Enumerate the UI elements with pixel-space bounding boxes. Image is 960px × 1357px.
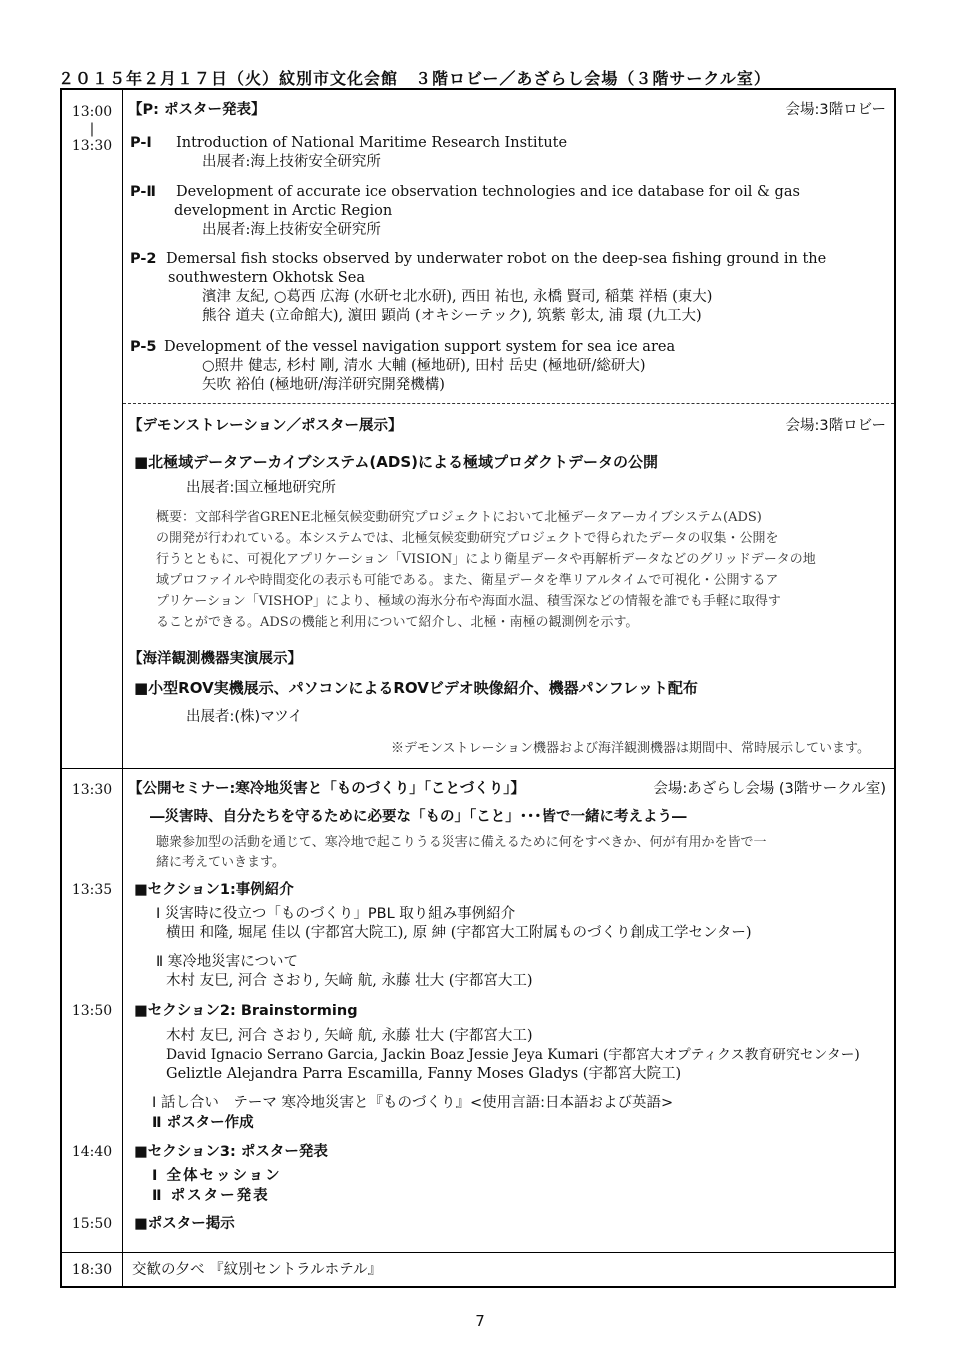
poster-p4-authors-1: ○照井 健志, 杉村 剛, 清水 大輔 (極地研), 田村 岳史 (極地研/総研大) (202, 358, 646, 374)
section-1-item-2-authors: 木村 友巳, 河合 さおり, 矢﨑 航, 永藤 壮大 (宇都宮大工) (166, 973, 533, 989)
section-3-title: ■セクション3: ポスター発表 (134, 1144, 328, 1160)
section-3-item-2: Ⅱ ポスター発表 (152, 1188, 270, 1204)
demo-summary-line-3: 行うとともに、可視化アプリケーション「VISION」により衛星データや再解析データなどのグリッドデータの地 (156, 552, 816, 567)
time-1330-seminar: 13:30 (71, 782, 113, 798)
seminar-subtitle: ―災害時、自分たちを守るために必要な「もの」「こと」･･･皆で一緒に考えよう― (150, 809, 687, 825)
section-4-title: ■ポスター掲示 (134, 1216, 235, 1232)
section-2-authors-3: Geliztle Alejandra Parra Escamilla, Fanny Moses Gladys (宇都宮大院工) (166, 1066, 682, 1082)
row-divider (62, 768, 894, 769)
poster-p1-title: Introduction of National Maritime Research Institute (176, 135, 568, 151)
poster-p2-title-1: Development of accurate ice observation technologies and ice database for oil & gas (176, 184, 800, 200)
poster-venue: 会場:3階ロビー (785, 102, 886, 118)
section-1-title: ■セクション1:事例紹介 (134, 882, 294, 898)
section-2-authors-2: David Ignacio Serrano Garcia, Jackin Boaz Jessie Jeya Kumari (宇都宮大オプティクス教育研究センター) (166, 1047, 860, 1063)
dashed-divider (123, 403, 894, 404)
poster-p1-exhibitor: 出展者:海上技術安全研究所 (202, 154, 381, 170)
seminar-venue: 会場:あざらし会場 (3階サークル室) (653, 781, 886, 797)
section-1-item-1-authors: 横田 和隆, 堀尾 佳以 (宇都宮大院工), 原 紳 (宇都宮大工附属ものづくり創成工学センター) (166, 925, 752, 941)
section-2-authors-1: 木村 友巳, 河合 さおり, 矢﨑 航, 永藤 壮大 (宇都宮大工) (166, 1028, 533, 1044)
demo-note: ※デモンストレーション機器および海洋観測機器は期間中、常時展示しています。 (390, 741, 870, 756)
poster-p4-title: Development of the vessel navigation support system for sea ice area (164, 339, 676, 355)
seminar-desc-2: 緒に考えていきます。 (156, 855, 285, 870)
page-header: ２０１５年２月１７日（火）紋別市文化会館 ３階ロビー／あざらし会場（３階サークル室） (58, 69, 771, 88)
poster-p3-id: P-2 (130, 251, 157, 267)
demo-summary-line-2: の開発が行われている。本システムでは、北極気候変動研究プロジェクトで得られたデータの収集・公開を (156, 531, 779, 546)
seminar-title: 【公開セミナー:寒冷地災害と「ものづくり」「ことづくり」】 (128, 781, 526, 797)
demo-section-title: 【デモンストレーション／ポスター展示】 (128, 418, 403, 434)
time-1440: 14:40 (71, 1144, 113, 1160)
poster-p3-title-1: Demersal fish stocks observed by underwater robot on the deep-sea fishing ground in the (166, 251, 827, 267)
time-1300: 13:00 (71, 104, 113, 120)
section-3-item-1: Ⅰ 全体セッション (152, 1168, 282, 1184)
section-2-title: ■セクション2: Brainstorming (134, 1003, 358, 1019)
demo-item-ads-exhibitor: 出展者:国立極地研究所 (186, 480, 336, 496)
ocean-demo-exhibitor: 出展者:(株)マツイ (186, 709, 303, 725)
seminar-desc-1: 聴衆参加型の活動を通じて、寒冷地で起こりうる災害に備えるために何をすべきか、何が有用かを皆で一 (156, 835, 767, 850)
evening-event: 交歓の夕べ 『紋別セントラルホテル』 (132, 1262, 382, 1278)
section-2-item-2: Ⅱ ポスター作成 (152, 1115, 254, 1131)
poster-section-title: 【P: ポスター発表】 (128, 102, 266, 118)
poster-p1-id: P-Ⅰ (130, 135, 152, 151)
poster-p3-authors-2: 熊谷 道夫 (立命館大), 濵田 顕尚 (オキシーテック), 筑紫 彰太, 浦 環 (九工大) (202, 308, 702, 324)
section-2-item-1: Ⅰ 話し合い テーマ 寒冷地災害と『ものづくり』<使用言語:日本語および英語> (152, 1095, 674, 1111)
poster-p4-id: P-5 (130, 339, 157, 355)
column-divider (122, 90, 123, 1286)
time-1330: 13:30 (71, 138, 113, 154)
demo-venue: 会場:3階ロビー (785, 418, 886, 434)
poster-p2-exhibitor: 出展者:海上技術安全研究所 (202, 222, 381, 238)
demo-summary-line-4: 域プロファイルや時間変化の表示も可能である。また、衛星データを準リアルタイムで可視化・公開するア (156, 573, 779, 588)
time-separator: | (89, 121, 95, 137)
poster-p2-id: P-Ⅱ (130, 184, 156, 200)
time-1550: 15:50 (71, 1216, 113, 1232)
demo-summary-line-6: ることができる。ADSの機能と利用について紹介し、北極・南極の観測例を示す。 (156, 615, 639, 630)
poster-p3-authors-1: 濱津 友紀, ○葛西 広海 (水研セ北水研), 西田 祐也, 永橋 賢司, 稲葉 祥梧 (東大) (202, 289, 713, 305)
section-1-item-1: Ⅰ 災害時に役立つ「ものづくり」PBL 取り組み事例紹介 (156, 906, 516, 922)
page-number: 7 (475, 1312, 485, 1330)
demo-summary-line-1: 概要：文部科学省GRENE北極気候変動研究プロジェクトにおいて北極データアーカイブシステム(ADS) (156, 510, 762, 525)
poster-p2-title-2: development in Arctic Region (174, 203, 393, 219)
ocean-demo-title: 【海洋観測機器実演展示】 (128, 651, 302, 667)
row-divider-2 (62, 1252, 894, 1253)
demo-summary-line-5: プリケーション「VISHOP」により、極域の海氷分布や海面水温、積雪深などの情報を誰でも手軽に取得す (156, 594, 781, 609)
section-1-item-2: Ⅱ 寒冷地災害について (156, 954, 298, 970)
poster-p4-authors-2: 矢吹 裕伯 (極地研/海洋研究開発機構) (202, 377, 445, 393)
ocean-demo-item: ■小型ROV実機展示、パソコンによるROVビデオ映像紹介、機器パンフレット配布 (134, 679, 698, 697)
time-1830: 18:30 (71, 1262, 113, 1278)
poster-p3-title-2: southwestern Okhotsk Sea (168, 270, 365, 286)
schedule-table (60, 88, 896, 1288)
demo-item-ads: ■北極域データアーカイブシステム(ADS)による極域プロダクトデータの公開 (134, 453, 658, 471)
time-1350: 13:50 (71, 1003, 113, 1019)
time-1335: 13:35 (71, 882, 113, 898)
